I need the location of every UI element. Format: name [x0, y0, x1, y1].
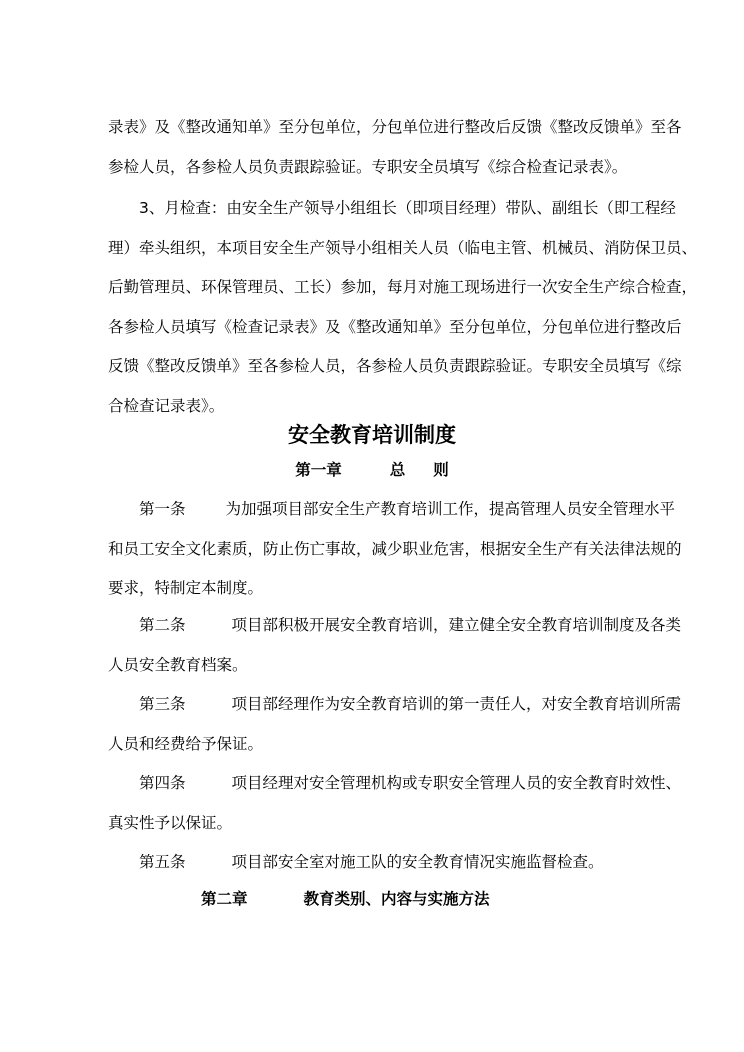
text-line: 后勤管理员、环保管理员、工长）参加，每月对施工现场进行一次安全生产综合检查，: [108, 278, 698, 296]
article-text: 项目部安全室对施工队的安全教育情况实施监督检查。: [231, 853, 604, 871]
text-line: 理）牵头组织，本项目安全生产领导小组相关人员（临电主管、机械员、消防保卫员、: [108, 238, 698, 257]
article-3: [108, 685, 682, 764]
chapter-1-heading: [0, 455, 744, 485]
text-line: 3、月检查：由安全生产领导小组组长（即项目经理）带队、副组长（即工程经: [139, 199, 676, 217]
article-first-line: [108, 490, 676, 530]
chapter-2-heading: [201, 884, 490, 914]
article-first-line: [108, 685, 682, 725]
article-text: 为加强项目部安全生产教育培训工作，提高管理人员安全管理水平: [225, 500, 676, 518]
article-5: [108, 843, 658, 883]
article-4: [108, 764, 682, 843]
article-label: 第四条: [139, 774, 186, 792]
article-text: 项目部积极开展安全教育培训，建立健全安全教育培训制度及各类: [231, 616, 682, 634]
text-line: 人员安全教育档案。: [108, 655, 248, 674]
text-line: 要求，特制定本制度。: [108, 579, 264, 597]
chapter-name-part: 总: [389, 461, 406, 479]
text-line: 人员和经费给予保证。: [108, 734, 264, 753]
text-line: 合检查记录表》。: [108, 396, 225, 415]
text-line: 和员工安全文化素质，防止伤亡事故，减少职业危害，根据安全生产有关法律法规的: [108, 539, 682, 558]
document-title: 安全教育培训制度: [288, 423, 456, 447]
article-label: 第三条: [139, 695, 186, 713]
chapter-name-part: 则: [433, 461, 449, 479]
article-first-line: [108, 764, 682, 804]
article-2: [108, 606, 682, 685]
text-line: 反馈《整改反馈单》至各参检人员，各参检人员负责跟踪验证。专职安全员填写《综: [108, 357, 682, 375]
paragraph-monthly-inspection: [108, 189, 698, 426]
text-line: 真实性予以保证。: [108, 813, 233, 832]
article-text: 项目部经理作为安全教育培训的第一责任人，对安全教育培训所需: [231, 695, 682, 713]
text-line: 各参检人员填写《检查记录表》及《整改通知单》至分包单位，分包单位进行整改后: [108, 317, 682, 336]
article-label: 第一条: [139, 500, 186, 518]
article-first-line: [108, 606, 682, 646]
chapter-name: 教育类别、内容与实施方法: [303, 890, 490, 908]
article-first-line: [108, 843, 658, 883]
chapter-number: 第二章: [201, 890, 248, 908]
article-1: [108, 490, 682, 609]
article-text: 项目经理对安全管理机构或专职安全管理人员的安全教育时效性、: [231, 774, 682, 792]
paragraph-continuation: [108, 108, 682, 187]
text-line: 录表》及《整改通知单》至分包单位，分包单位进行整改后反馈《整改反馈单》至各: [108, 118, 682, 136]
article-label: 第五条: [139, 853, 186, 871]
article-label: 第二条: [139, 616, 186, 634]
chapter-number: 第一章: [295, 461, 342, 479]
text-line: 参检人员，各参检人员负责跟踪验证。专职安全员填写《综合检查记录表》。: [108, 157, 628, 176]
